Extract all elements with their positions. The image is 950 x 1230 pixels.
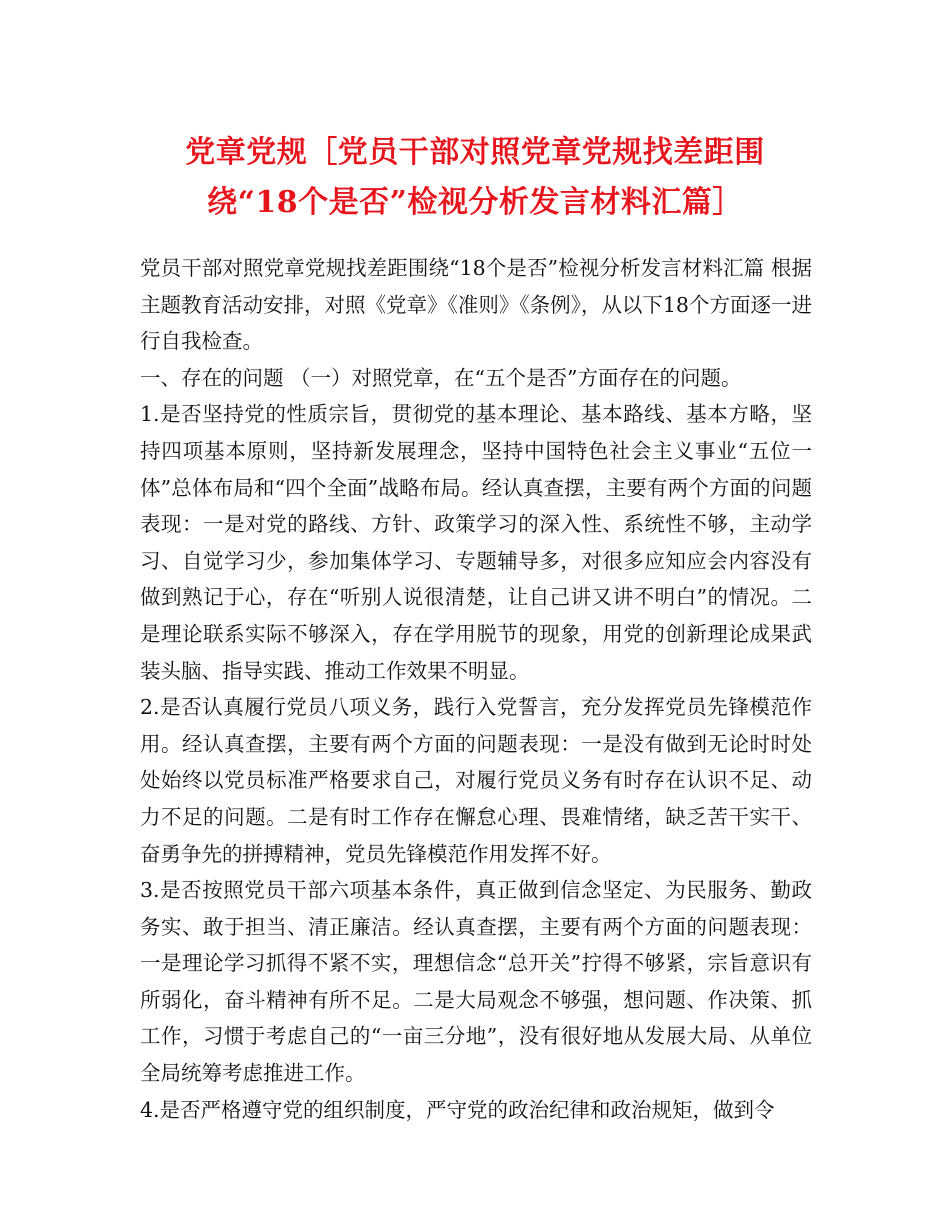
paragraph-section-heading: 一、存在的问题 （一）对照党章，在“五个是否”方面存在的问题。 <box>140 365 742 390</box>
paragraph-item-1: 1.是否坚持党的性质宗旨，贯彻党的基本理论、基本路线、基本方略，坚持四项基本原则，坚持新发展理念，坚持中国特色社会主义事业“五位一体”总体布局和“四个全面”战略布局。经认真查摆，主要有两个方面的问题表现：一是对党的路线、方针、政策学习的深入性、系统性不够，主动学习、自觉学习少，参加集体学习、专题辅导多，对很多应知应会内容没有做到熟记于心，存在“听别人说很清楚，让自己讲又讲不明白”的情况。二是理论联系实际不够深入，存在学用脱节的现象，用党的创新理论成果武装头脑、指导实践、推动工作效果不明显。 <box>140 402 812 683</box>
paragraph-item-2: 2.是否认真履行党员八项义务，践行入党誓言，充分发挥党员先锋模范作用。经认真查摆，主要有两个方面的问题表现：一是没有做到无论时时处处始终以党员标准严格要求自己，对履行党员义务有时存在认识不足、动力不足的问题。二是有时工作存在懈怠心理、畏难情绪，缺乏苦干实干、奋勇争先的拼搏精神，党员先锋模范作用发挥不好。 <box>140 695 812 866</box>
paragraph-intro: 党员干部对照党章党规找差距围绕“18个是否”检视分析发言材料汇篇 根据主题教育活动安排，对照《党章》《准则》《条例》，从以下18个方面逐一进行自我检查。 <box>140 256 812 354</box>
document-title: 党章党规［党员干部对照党章党规找差距围绕“18个是否”检视分析发言材料汇篇］ <box>185 135 765 220</box>
paragraph-item-4: 4.是否严格遵守党的组织制度，严守党的政治纪律和政治规矩，做到令 <box>140 1097 775 1122</box>
paragraph-item-3: 3.是否按照党员干部六项基本条件，真正做到信念坚定、为民服务、勤政务实、敢于担当、清正廉洁。经认真查摆，主要有两个方面的问题表现：一是理论学习抓得不紧不实，理想信念“总开关”拧得不够紧，宗旨意识有所弱化，奋斗精神有所不足。二是大局观念不够强，想问题、作决策、抓工作，习惯于考虑自己的“一亩三分地”，没有很好地从发展大局、从单位全局统筹考虑推进工作。 <box>140 878 812 1086</box>
document-body <box>140 250 812 1128</box>
